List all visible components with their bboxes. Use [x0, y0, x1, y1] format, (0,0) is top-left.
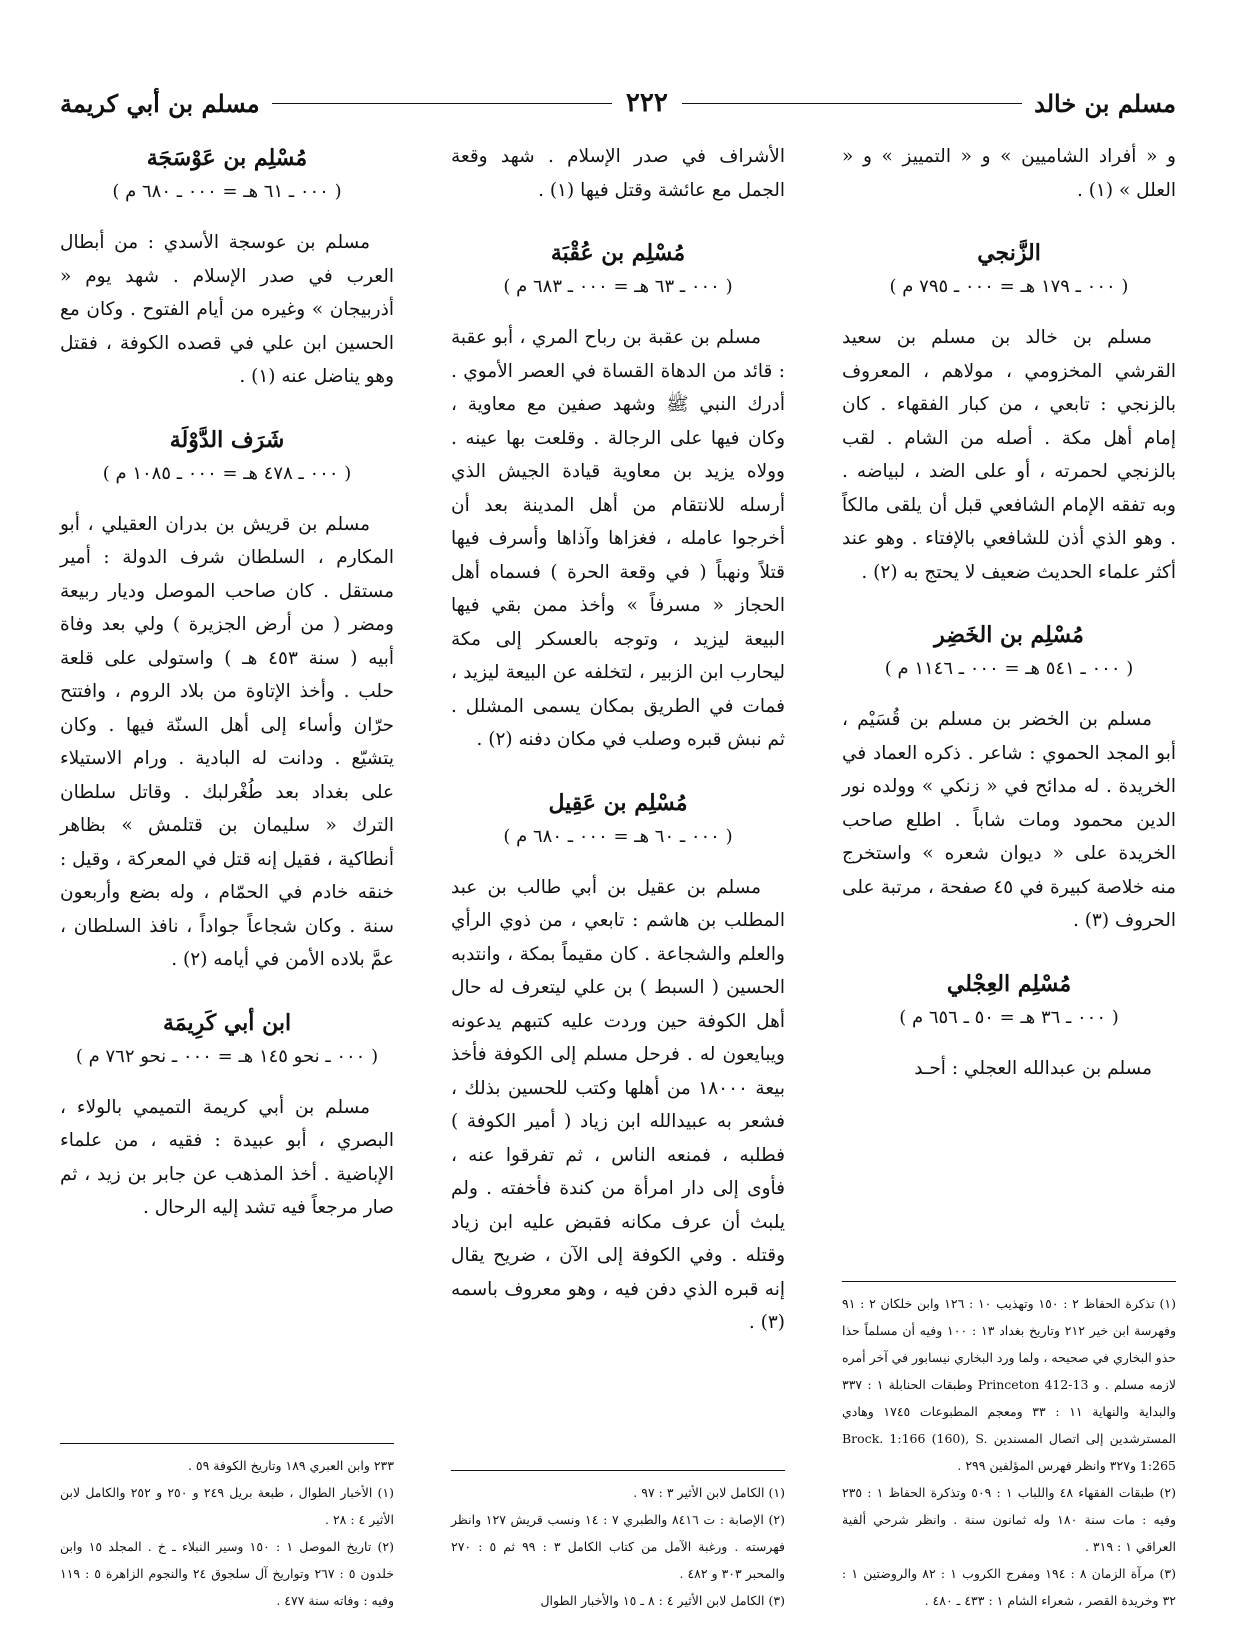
entry-heading: الزَّنجي: [977, 240, 1041, 266]
entry-heading: مُسْلِم بن الخَضِر: [934, 622, 1084, 648]
column-left: [60, 140, 394, 1614]
entry-heading: ابن أبي كَرِيمَة: [162, 1009, 292, 1036]
entry-body: مسلم بن أبي كريمة التميمي بالولاء ، البصري ، أبو عبيدة : فقيه ، من علماء الإباضية . أخذ المذهب عن جابر بن زيد ، ثم صار مرجعاً فيه تشد إليه الرحال .: [60, 1096, 394, 1218]
entry-heading: مُسْلِم العِجْلي: [946, 970, 1072, 997]
entry-dates: ( ٠٠٠ ـ ٦٣ هـ = ٠٠٠ ـ ٦٨٣ م ): [503, 276, 733, 297]
entry-body: مسلم بن عوسجة الأسدي : من أبطال العرب في صدر الإسلام . شهد يوم « أذربيجان » وغيره من أيام الفتوح . وكان مع الحسين ابن علي في قصده الكوفة ، فقتل وهو يناضل عنه (١) .: [60, 232, 394, 387]
entry-dates: ( ٠٠٠ ـ ٦١ هـ = ٠٠٠ ـ ٦٨٠ م ): [112, 181, 342, 202]
entry-muslim-ibn-al-khadir: [842, 617, 1176, 938]
footnote: (٢) طبقات الفقهاء ٤٨ واللباب ١ : ٥٠٩ وتذكرة الحفاظ ١ : ٢٣٥ وفيه : مات سنة ١٨٠ وله ثمانون سنة . وانظر شرحي ألفية العراقي ١ : ٣١٩ .: [842, 1485, 1177, 1554]
running-head-left-title: مسلم بن أبي كريمة: [60, 88, 260, 118]
entry-muslim-ibn-aqil: [451, 785, 785, 1340]
footnote: (٢) تاريخ الموصل ١ : ١٥٠ وسير النبلاء ـ خ . المجلد ١٥ وابن خلدون ٥ : ٢٦٧ وتواريخ آل سلجوق ٢٤ والنجوم الزاهرة ٥ : ١١٩ وفيه : وفاته سنة ٤٧٧ .: [60, 1539, 394, 1608]
page-number: ٢٢٢: [625, 88, 668, 118]
entry-dates: ( ٠٠٠ ـ ٣٦ هـ = ٥٠ ـ ٦٥٦ م ): [899, 1006, 1119, 1028]
column-middle: [451, 140, 785, 1614]
continued-text: و « أفراد الشاميين » و « التمييز » و « العلل » (١) .: [842, 146, 1176, 201]
header-rule-left: [272, 103, 612, 104]
entry-body: مسلم بن الخضر بن مسلم بن قُسَيْم ، أبو المجد الحموي : شاعر . ذكره العماد في الخريدة . له مدائح في « زنكي » وولده نور الدين محمود ومات شاباً . اطلع صاحب الخريدة على « ديوان شعره » واستخرج منه خلاصة كبيرة في ٤٥ صفحة ، مرتبة على الحروف (٣) .: [842, 709, 1176, 931]
entry-muslim-ibn-uqba: [451, 235, 785, 757]
entry-body: مسلم بن عقيل بن أبي طالب بن عبد المطلب بن هاشم : تابعي ، من ذوي الرأي والعلم والشجاعة . كان مقيماً بمكة ، وانتدبه الحسين ( السبط ) بن علي ليتعرف له حال أهل الكوفة حين وردت عليه كتبهم يدعونه ويبايعون له . فرحل مسلم إلى الكوفة فأخذ بيعة ١٨٠٠٠ من أهلها وكتب للحسين بذلك ، فشعر به عبيدالله ابن زياد ( أمير الكوفة ) فطلبه ، فمنعه الناس ، ثم تفرقوا عنه ، فأوى إلى دار امرأة من كندة فأخفته . ولم يلبث أن عرف مكانه فقبض عليه ابن زياد وقتله . وفي الكوفة إلى الآن ، ضريح يقال إنه قبره الذي دفن فيه ، وهو معروف باسمه (٣) .: [451, 876, 785, 1333]
footnotes-left: [60, 1443, 394, 1614]
entry-body: مسلم بن قريش بن بدران العقيلي ، أبو المكارم ، السلطان شرف الدولة : أمير مستقل . كان صاحب الموصل وديار ربيعة ومضر ( من أرض الجزيرة ) ولي بعد وفاة أبيه ( سنة ٤٥٣ هـ ) واستولى على قلعة حلب . وأخذ الإتاوة من بلاد الروم ، وافتتح حرّان وأساء إلى أهل السنّة فيها . وكان يتشيّع . ودانت له البادية . ورام الاستيلاء على بغداد بعد طُغْرلبك . وقاتل سلطان الترك « سليمان بن قتلمش » بظاهر أنطاكية ، فقيل إنه قتل في المعركة ، وقيل : خنقه خادم في الحمّام ، وله بضع وأربعون سنة . وكان شجاعاً جواداً ، نافذ السلطان ، عمَّ بلاده الأمن في أيامه (٢) .: [60, 513, 395, 970]
entry-dates: ( ٠٠٠ ـ ١٧٩ هـ = ٠٠٠ ـ ٧٩٥ م ): [889, 276, 1129, 297]
entry-body: مسلم بن عقبة بن رباح المري ، أبو عقبة : قائد من الدهاة القساة في العصر الأموي . أدرك النبي ﷺ وشهد صفين مع معاوية ، وكان فيها على الرجالة . وقلعت بها عينه . وولاه يزيد بن معاوية قيادة الجيش الذي أرسله للانتقام من أهل المدينة بعد أن أخرجوا عامله ، فغزاها وآذاها وأسرف فيها قتلاً ونهباً ( في وقعة الحرة ) فسماه أهل الحجاز « مسرفاً » وأخذ ممن بقي فيها البيعة ليزيد ، وتوجه بالعسكر إلى مكة ليحارب ابن الزبير ، لتخلفه عن البيعة ليزيد ، فمات في الطريق بمكان يسمى المشلل . ثم نبش قبره وصلب في مكان دفنه (٢) .: [451, 327, 785, 750]
footnotes-middle: [451, 1470, 785, 1614]
footnote: ٢٣٣ وابن العبري ١٨٩ وتاريخ الكوفة ٥٩ .: [187, 1458, 394, 1473]
entry-muslim-al-ijli: [842, 966, 1176, 1086]
footnote: (١) تذكرة الحفاظ ٢ : ١٥٠ وتهذيب ١٠ : ١٢٦ وابن خلكان ٢ : ٩١ وفهرسة ابن خير ٢١٢ وتاريخ بغداد ١٣ : ١٠٠ وفيه أن مسلماً حذا حذو البخاري في صحيحه ، ولما ورد البخاري نيسابور في آخر أمره لازمه مسلم . و Princeton 412-13 وطبقات الحنابلة ١ : ٣٣٧ والبداية والنهاية ١١ : ٣٣ ومعجم المطبوعات ١٧٤٥ وهادي المسترشدين إلى اتصال المسندين Brock. 1:166 (160), S. 1:265 و٣٢٧ وانظر فهرس المؤلفين ٢٩٩ .: [842, 1296, 1177, 1473]
entry-dates: ( ٠٠٠ ـ ٦٠ هـ = ٠٠٠ ـ ٦٨٠ م ): [503, 825, 733, 847]
entry-heading: مُسْلِم بن عَقِيل: [548, 789, 688, 816]
running-head-right-title: مسلم بن خالد: [1034, 88, 1176, 118]
entry-body: مسلم بن خالد بن مسلم بن سعيد القرشي المخزومي ، مولاهم ، المعروف بالزنجي : تابعي ، من كبار الفقهاء . كان إمام أهل مكة . أصله من الشام . لقب بالزنجي لحمرته ، أو على الضد ، لبياضه . وبه تفقه الإمام الشافعي قبل أن يلقى مالكاً . وهو الذي أذن للشافعي بالإفتاء . وهو عند أكثر علماء الحديث ضعيف لا يحتج به (٢) .: [842, 327, 1176, 583]
entry-dates: ( ٠٠٠ ـ ٤٧٨ هـ = ٠٠٠ ـ ١٠٨٥ م ): [102, 462, 352, 484]
footnote: (١) الكامل لابن الأثير ٣ : ٩٧ .: [633, 1485, 785, 1500]
running-head-center: [272, 88, 1022, 118]
entry-muslim-ibn-awsaja: [60, 140, 394, 394]
entry-heading: مُسْلِم بن عُقْبَة: [550, 240, 686, 266]
footnotes-right: [842, 1281, 1176, 1614]
entry-ibn-abi-karima: [60, 1005, 394, 1225]
entry-al-zanji: [842, 235, 1176, 589]
header-rule-right: [682, 103, 1022, 104]
footnote: (٢) الإصابة : ت ٨٤١٦ والطبري ٧ : ١٤ ونسب قريش ١٢٧ وانظر فهرسته . ورغبة الآمل من كتاب الكامل ٣ : ٩٩ ثم ٥ : ٢٧٠ والمحبر ٣٠٣ و ٤٨٢ .: [451, 1512, 785, 1581]
entry-dates: ( ٠٠٠ ـ نحو ١٤٥ هـ = ٠٠٠ ـ نحو ٧٦٢ م ): [75, 1045, 379, 1067]
entry-dates: ( ٠٠٠ ـ ٥٤١ هـ = ٠٠٠ ـ ١١٤٦ م ): [884, 658, 1134, 679]
column-right: [842, 140, 1176, 1614]
entry-sharaf-al-dawla: [60, 422, 394, 977]
footnote: (١) الأخبار الطوال ، طبعة بريل ٢٤٩ و ٢٥٠ و ٢٥٢ والكامل لابن الأثير ٤ : ٢٨ .: [60, 1485, 395, 1527]
running-head: [60, 86, 1176, 120]
entry-body: مسلم بن عبدالله العجلي : أحـد: [914, 1057, 1152, 1079]
footnote: (٣) الكامل لابن الأثير ٤ : ٨ ـ ١٥ والأخبار الطوال: [540, 1593, 785, 1608]
footnote: (٣) مرآة الزمان ٨ : ١٩٤ ومفرج الكروب ١ : ٨٢ والروضتين ١ : ٣٢ وخريدة القصر ، شعراء الشام ١ : ٤٣٣ ـ ٤٨٠ .: [842, 1566, 1177, 1608]
continued-text: الأشراف في صدر الإسلام . شهد وقعة الجمل مع عائشة وقتل فيها (١) .: [451, 146, 785, 201]
entry-heading: مُسْلِم بن عَوْسَجَة: [146, 145, 308, 171]
entry-heading: شَرَف الدَّوْلَة: [169, 426, 285, 453]
